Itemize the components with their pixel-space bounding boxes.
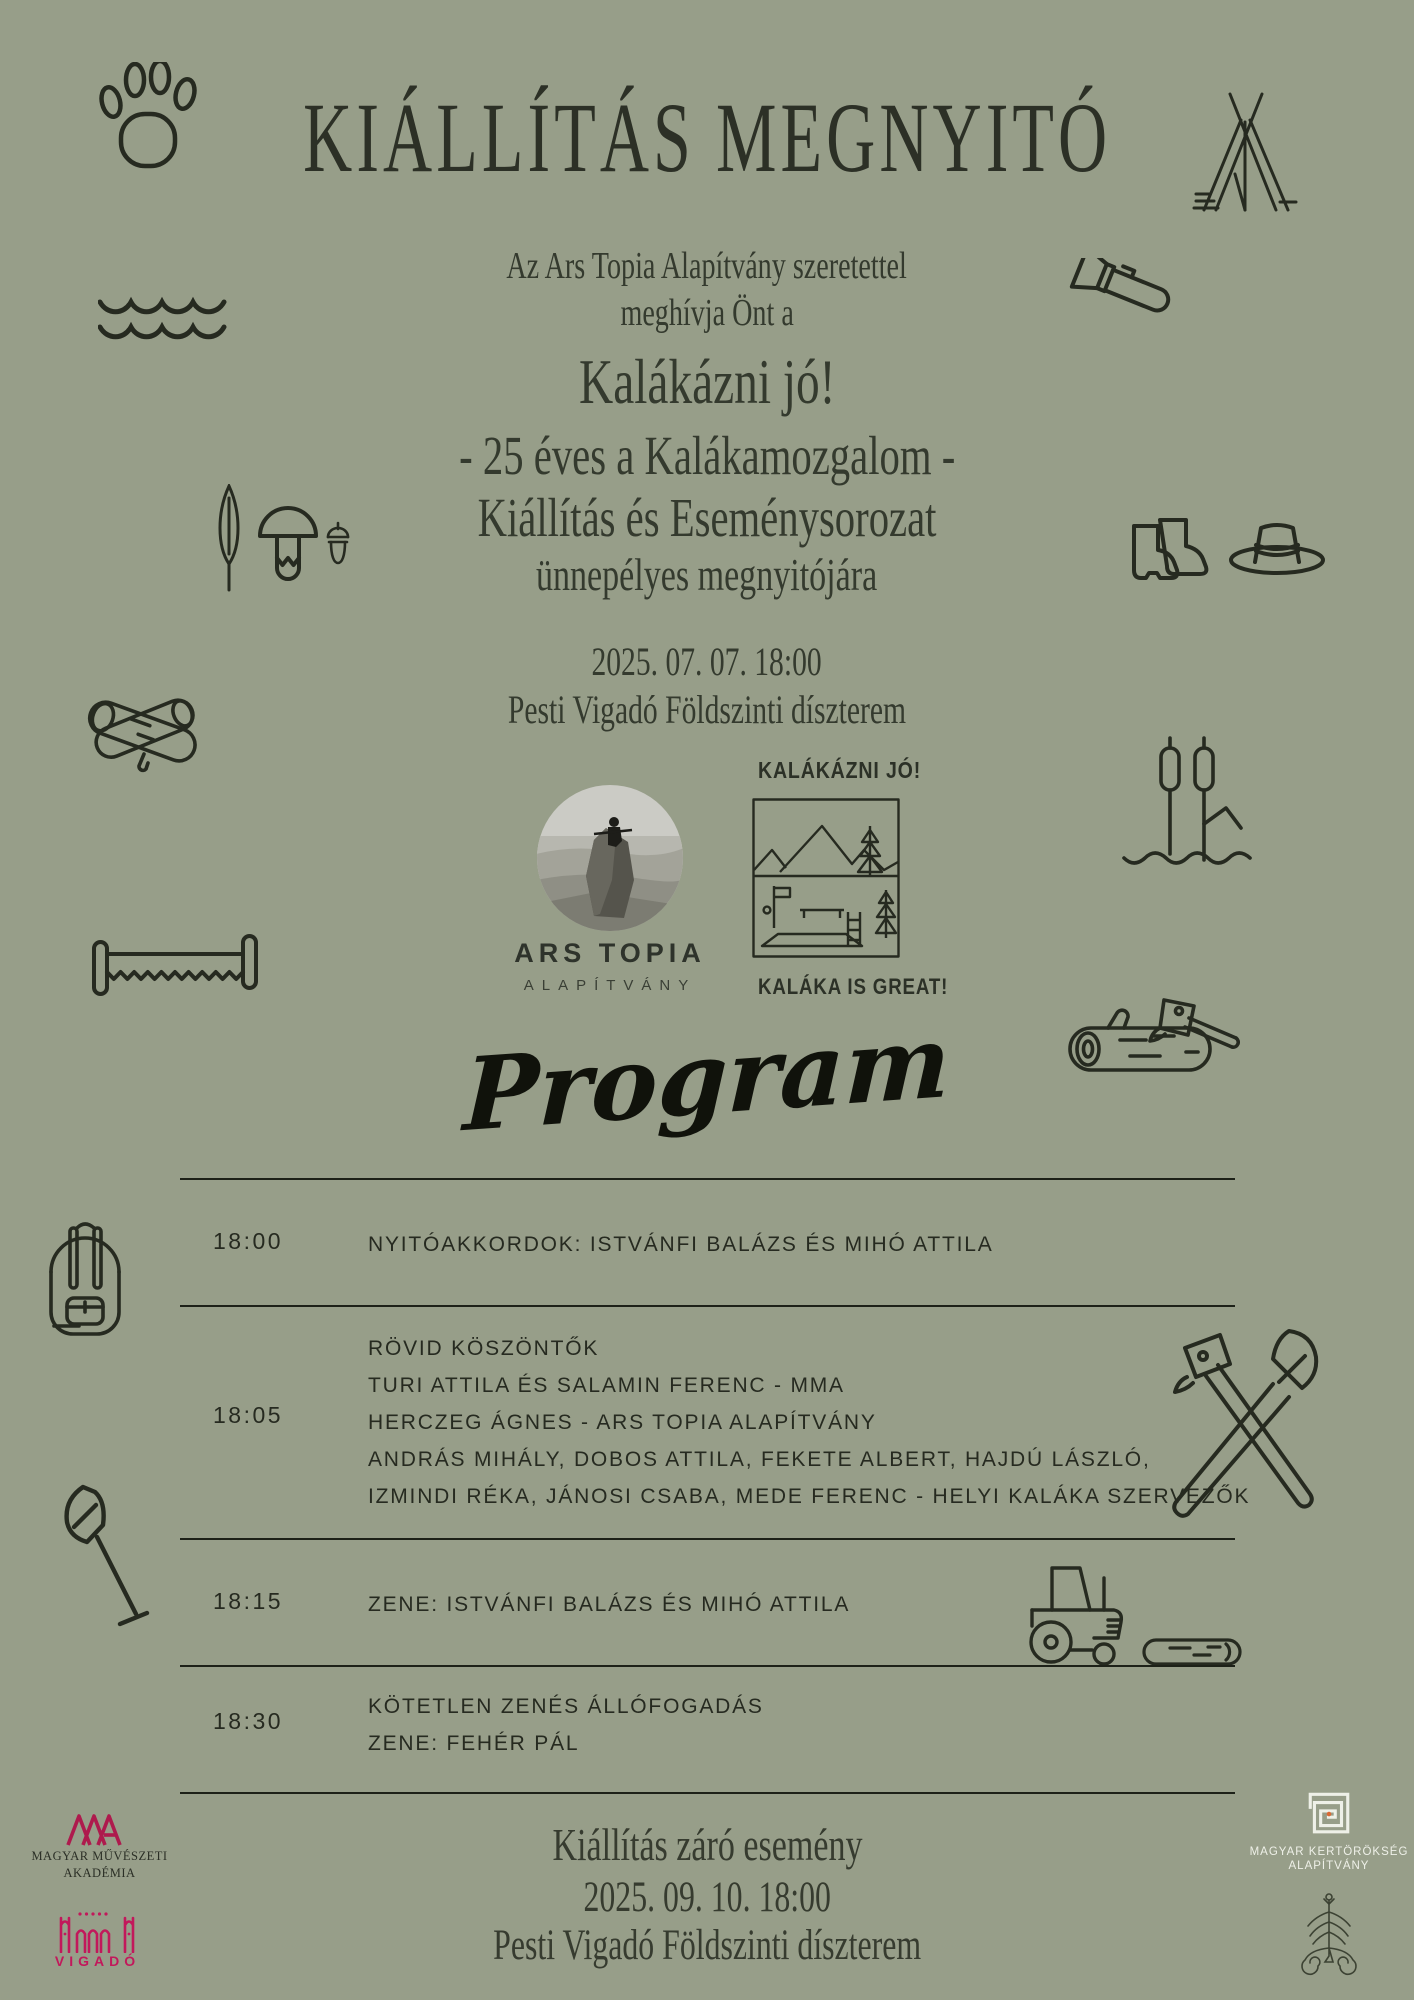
maze-logo-icon [1304, 1788, 1354, 1838]
vigado-label: VIGADÓ [54, 1953, 141, 1969]
ars-topia-photo [536, 784, 684, 932]
crossed-logs-icon [80, 688, 208, 774]
invite-line-1-text: Az Ars Topia Alapítvány szeretettel [506, 245, 908, 287]
kertorokseg-label-line1: MAGYAR KERTÖRÖKSÉG [1249, 1846, 1409, 1858]
flashlight-icon [1066, 258, 1186, 346]
kalaka-logo-title-en: KALÁKA IS GREAT! [758, 974, 949, 999]
program-line: RÖVID KÖSZÖNTŐK [368, 1337, 600, 1360]
page-title-text: KIÁLLÍTÁS MEGNYITÓ [302, 82, 1112, 193]
closing-venue [0, 1924, 1414, 1967]
program-line: IZMINDI RÉKA, JÁNOSI CSABA, MEDE FERENC - HELYI KALÁKA SZERVEZŐK [368, 1485, 1251, 1508]
program-row [368, 1688, 764, 1762]
program-time: 18:15 [213, 1588, 284, 1614]
divider [180, 1538, 1235, 1540]
program-line: ZENE: FEHÉR PÁL [368, 1732, 580, 1755]
closing-datetime-text: 2025. 09. 10. 18:00 [583, 1874, 831, 1921]
waves-icon [98, 296, 246, 340]
closing-datetime [0, 1876, 1414, 1919]
kertorokseg-label-line2: ALAPÍTVÁNY [1288, 1860, 1370, 1872]
divider [180, 1178, 1235, 1180]
mma-monogram-icon [64, 1812, 122, 1848]
event-venue-text: Pesti Vigadó Földszinti díszterem [507, 687, 907, 732]
leaf-icon [214, 484, 244, 594]
cattails-icon [1120, 736, 1256, 870]
event-headline-text: Kalákázni jó! [578, 346, 836, 417]
program-line: TURI ATTILA ÉS SALAMIN FERENC - MMA [368, 1374, 845, 1397]
program-line: ANDRÁS MIHÁLY, DOBOS ATTILA, FEKETE ALBERT, HAJDÚ LÁSZLÓ, [368, 1448, 1151, 1471]
saw-icon [92, 932, 258, 998]
program-row [368, 1330, 1250, 1515]
closing-venue-text: Pesti Vigadó Földszinti díszterem [493, 1922, 921, 1969]
divider [180, 1665, 1235, 1667]
program-line: NYITÓAKKORDOK: ISTVÁNFI BALÁZS ÉS MIHÓ ATTILA [368, 1233, 994, 1256]
event-headline [0, 346, 1414, 417]
series-line-1-text: Kiállítás és Eseménysorozat [477, 487, 937, 548]
program-time: 18:05 [213, 1402, 284, 1428]
event-subheadline [0, 425, 1414, 486]
program-time: 18:00 [213, 1228, 284, 1254]
tree-ornament-icon [1296, 1890, 1362, 1982]
divider [180, 1792, 1235, 1794]
kalaka-logo-title-hu: KALÁKÁZNI JÓ! [758, 757, 922, 783]
log-icon [1142, 1638, 1242, 1666]
mma-label-line2: AKADÉMIA [63, 1866, 136, 1880]
series-line-2-text: ünnepélyes megnyitójára [536, 549, 878, 600]
kalaka-logo-drawing [752, 798, 900, 958]
hat-icon [1228, 518, 1326, 576]
program-line: HERCZEG ÁGNES - ARS TOPIA ALAPÍTVÁNY [368, 1411, 877, 1434]
paw-icon [95, 62, 200, 170]
divider [180, 1305, 1235, 1307]
acorn-icon [326, 520, 350, 568]
mushroom-icon [258, 494, 318, 582]
shovel-icon [60, 1484, 150, 1634]
program-line: KÖTETLEN ZENÉS ÁLLÓFOGADÁS [368, 1695, 764, 1718]
mma-label-line1: MAGYAR MŰVÉSZETI [31, 1849, 168, 1863]
ars-topia-name: ARS TOPIA [514, 938, 706, 968]
event-venue [0, 687, 1414, 732]
program-line: ZENE: ISTVÁNFI BALÁZS ÉS MIHÓ ATTILA [368, 1593, 851, 1616]
invite-line-1 [0, 247, 1414, 285]
closing-title-text: Kiállítás záró esemény [551, 1819, 863, 1870]
invite-line-2-text: meghívja Önt a [620, 292, 794, 334]
backpack-icon [45, 1214, 125, 1340]
program-row [368, 1586, 850, 1623]
tent-icon [1188, 88, 1303, 216]
tractor-icon [1016, 1564, 1130, 1666]
vigado-facade-icon [58, 1908, 136, 1953]
boots-icon [1130, 516, 1214, 582]
event-datetime [0, 639, 1414, 684]
event-datetime-text: 2025. 07. 07. 18:00 [591, 639, 823, 684]
ars-topia-subtitle: ALAPÍTVÁNY [523, 977, 697, 994]
event-subheadline-text: - 25 éves a Kalákamozgalom - [458, 425, 956, 486]
program-heading: Program [461, 1001, 953, 1155]
closing-title [0, 1819, 1414, 1870]
program-row [368, 1226, 994, 1263]
program-time: 18:30 [213, 1708, 284, 1734]
